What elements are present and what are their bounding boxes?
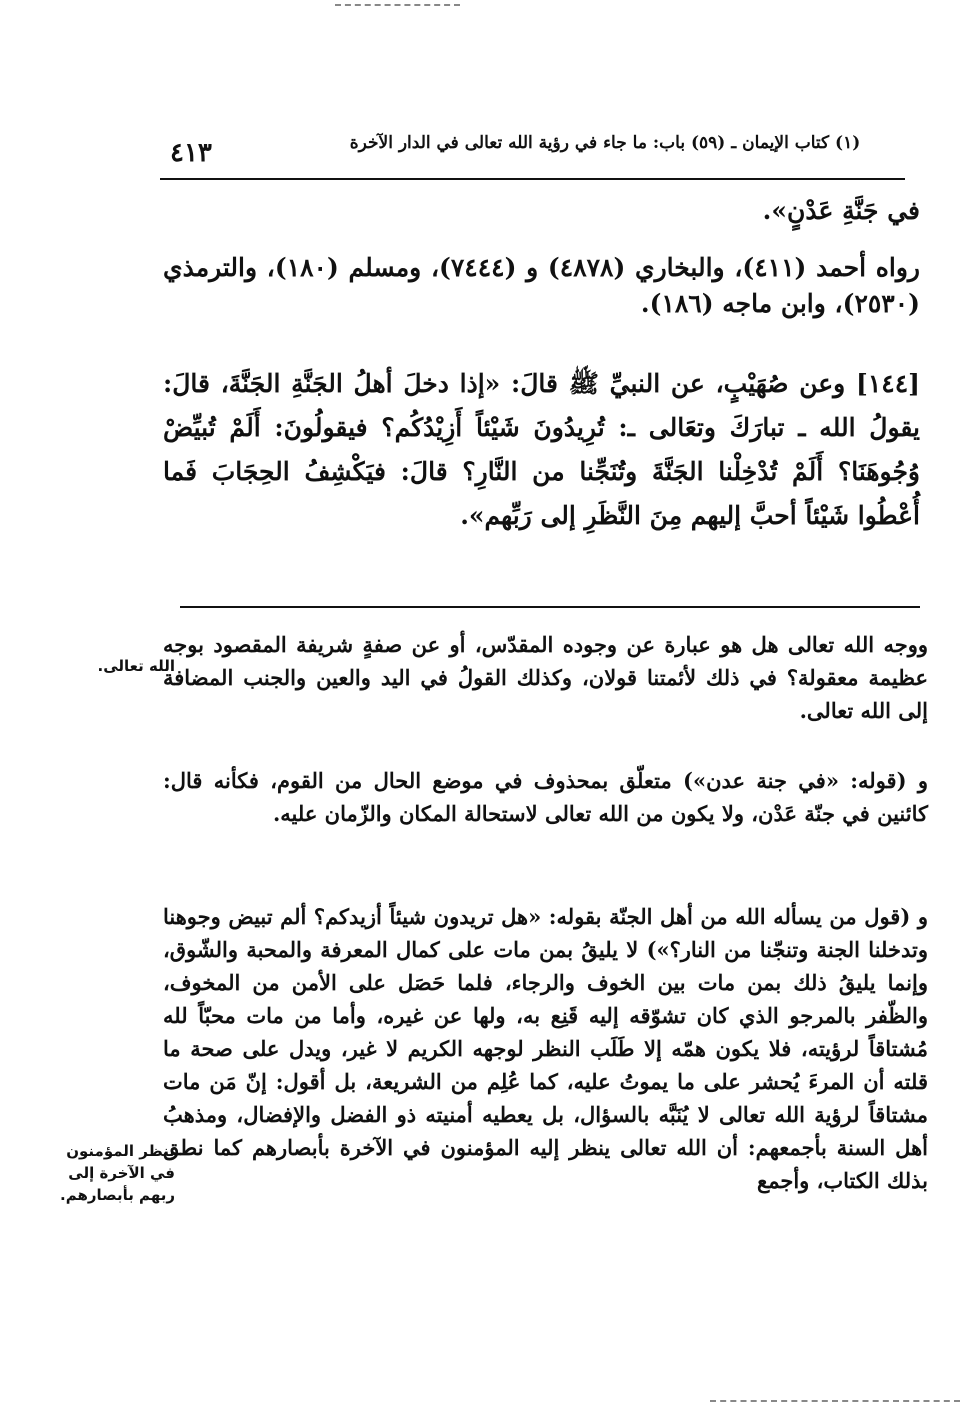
source-text: رواه أحمد (٤١١)، والبخاري (٤٨٧٨) و (٧٤٤٤)، ومسلم (١٨٠)، والترمذي (٢٥٣٠)، وابن ماجه (١٨٦). (163, 253, 920, 318)
margin-note-2: ينظر المؤمنون في الآخرة إلى ربهم بأبصارهم. (60, 1142, 175, 1204)
hadith-paragraph (163, 362, 920, 538)
hadith-source (163, 250, 920, 322)
hadith-144 (163, 362, 920, 538)
commentary-text-3: و (قول من يسأله الله من أهل الجنّة بقوله: «هل تريدون شيئاً أزيدكم؟ ألم تبيض وجوهنا وتدخلنا الجنة وتنجّنا من النار؟») لا يليقُ بمن مات على كمال المعرفة والمحبة والشّوق، وإنما يليقُ ذلك بمن مات بين الخوف والرجاء، فلما حَصَل على الأمن من المخوف، والظّفر بالمرجو الذي كان تشوّقه إليه قَنِع به، ولها عن غيره، وأما من مات محبّاً لله مُشتاقاً لرؤيته، فلا يكون همّه إلا طَلَب النظر لوجهه الكريم لا غير، ويدل على صحة ما قلته أن المرءَ يُحشر على ما يموتُ عليه، كما عُلِم من الشريعة، بل أقول: إنّ مَن مات مشتاقاً لرؤية الله تعالى لا يُنَبَّه بالسؤال، بل يعطيه أمنيته ذو الفضل والإفضال، ومذهبُ أهل السنة بأجمعهم: أن الله تعالى ينظر إليه المؤمنون في الآخرة بأبصارهم كما نطق بذلك الكتاب، وأجمع (163, 904, 928, 1193)
hadith-number: [١٤٤] (856, 369, 920, 398)
scan-edge-bottom (710, 1400, 960, 1402)
hadith-text: وعن صُهَيْبٍ، عن النبيِّ ﷺ قالَ: «إذا دخلَ أهلُ الجَنَّةِ الجَنَّةَ، قالَ: يقولُ الله ـ تبارَكَ وتعَالى ـ: تُرِيدُونَ شَيْئاً أَزِيْدُكُم؟ فيقولُونَ: أَلَمْ تُبيِّضْ وُجُوهَنَا؟ أَلَمْ تُدْخِلْنا الجَنَّةَ وتُنَجِّنا من النَّارِ؟ قالَ: فيَكْشِفُ الحِجَابَ فَما أُعْطُوا شَيْئاً أحبَّ إليهم مِنَ النَّظَرِ إلى رَبِّهم». (163, 369, 920, 530)
intro-text: في جَنَّةِ عَدْنٍ». (762, 196, 920, 225)
commentary-paragraph-3 (163, 900, 928, 1197)
scan-edge-top (335, 4, 460, 6)
running-header (160, 118, 905, 180)
commentary-text-1: ووجه الله تعالى هل هو عبارة عن وجوده المقدّس، أو عن صفةٍ شريفة المقصود بوجه عظيمة معقولة؟ في ذلك لأئمتنا قولان، وكذلك القولُ في اليد والعين والجنب المضافة إلى الله تعالى. (163, 632, 928, 723)
hadith-ending (163, 190, 920, 232)
header-title: (١) كتاب الإيمان ـ (٥٩) باب: ما جاء في رؤية الله تعالى في الدار الآخرة (349, 133, 861, 153)
commentary-paragraph-1 (163, 628, 928, 727)
commentary-paragraph-2 (163, 764, 928, 830)
footnote-divider (180, 606, 920, 608)
page-number: ٤١٣ (170, 138, 212, 168)
margin-note-1: الله تعالى. (97, 657, 175, 675)
commentary-text-2: و (قوله: «في جنة عدن») متعلّق بمحذوف في موضع الحال من القوم، فكأنه قال: كائنين في جنّة عَدْن، ولا يكون من الله تعالى لاستحالة المكان والزّمان عليه. (163, 768, 928, 826)
